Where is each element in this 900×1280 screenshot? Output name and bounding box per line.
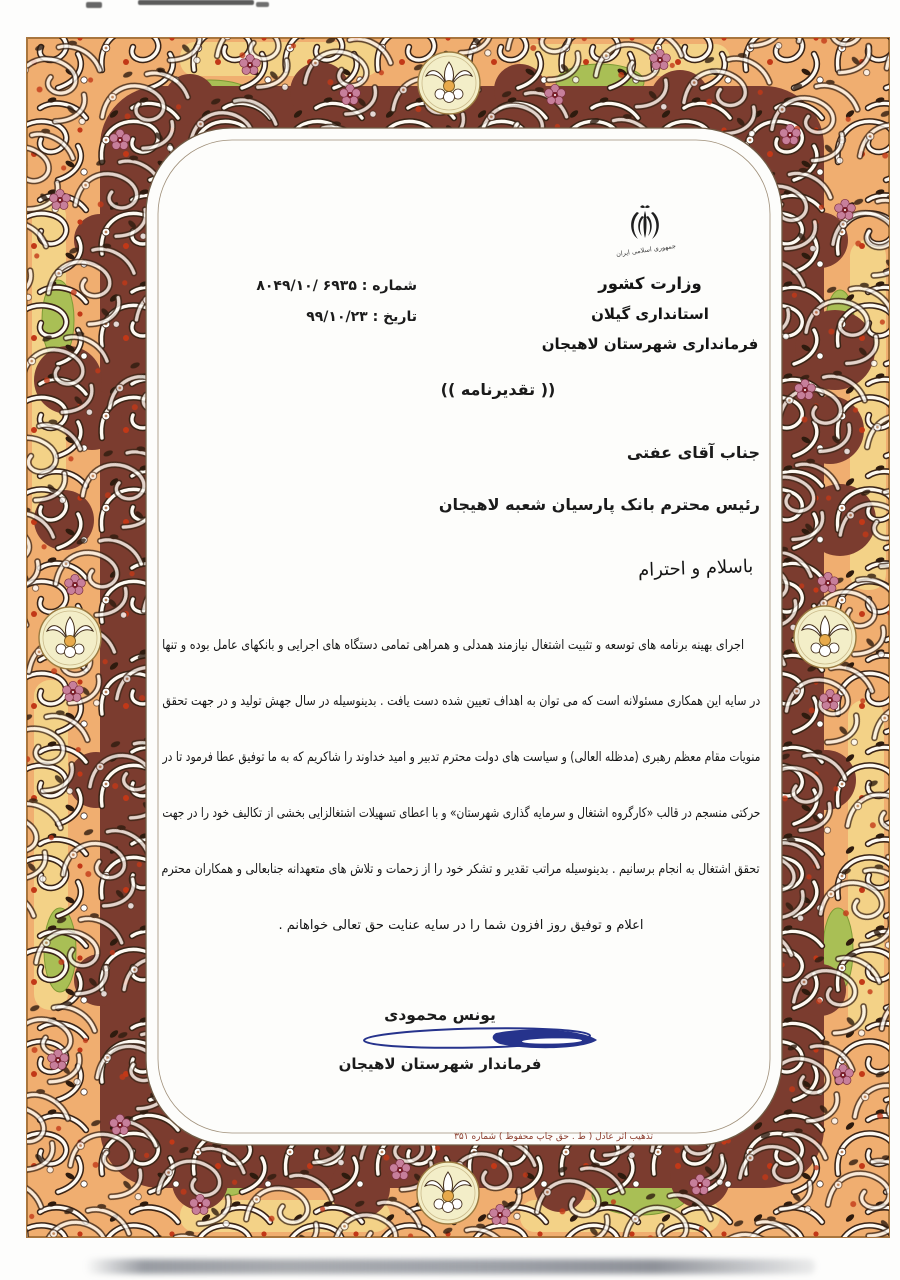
- recipient-name: جناب آقای عفتی: [626, 443, 760, 462]
- lotus-medallion-top-icon: [418, 52, 480, 114]
- letterhead-governorate: استانداری گیلان: [591, 305, 709, 323]
- letterhead-county: فرمانداری شهرستان لاهیجان: [541, 335, 759, 353]
- body-line: اجرای بهینه برنامه های توسعه و تثبیت اشتغال نیازمند همدلی و همراهی تمامی دستگاه های اجرایی و بانکهای عامل بوده و تنها: [162, 638, 744, 653]
- body-line: در سایه این همکاری مسئولانه است که می توان به اهداف تعیین شده دست یافت . بدینوسیله در سال جهش تولید و در جهت تحقق: [162, 694, 760, 709]
- emblem-caption: جمهوری اسلامی ایران: [615, 241, 677, 259]
- recipient-position: رئیس محترم بانک پارسیان شعبه لاهیجان: [438, 495, 760, 514]
- letterhead-ministry: وزارت کشور: [598, 274, 702, 293]
- date-label: تاریخ :: [372, 309, 417, 325]
- scan-bleed-strip: [85, 1259, 815, 1274]
- signature-title: فرماندار شهرستان لاهیجان: [338, 1055, 542, 1073]
- signature-name: یونس محمودی: [384, 1006, 496, 1024]
- salutation: باسلام و احترام: [637, 556, 754, 582]
- body-line: اعلام و توفیق روز افزون شما را در سایه عنایت حق تعالی خواهانم .: [278, 918, 644, 933]
- number-label: شماره :: [361, 278, 417, 294]
- date-value: ۹۹/۱۰/۲۳: [306, 309, 368, 325]
- scan-artifact: [256, 2, 269, 7]
- body-line: حرکتی منسجم در قالب «کارگروه اشتغال و سرمایه گذاری شهرستان» و با اعطای تسهیلات اشتغالزایی بخشی از تکالیف خود را در جهت: [162, 806, 760, 821]
- lotus-medallion-right-icon: [794, 606, 856, 668]
- lotus-medallion-bottom-icon: [417, 1162, 479, 1224]
- scan-artifact: [86, 2, 102, 8]
- scan-artifact: [138, 0, 254, 5]
- illuminator-credit-note: تذهیب اثر عادل ( ط . حق چاپ محفوظ ) شماره ۳۵۱: [454, 1132, 653, 1142]
- letter-title: (( تقدیرنامه )): [440, 380, 556, 399]
- body-line: تحقق اشتغال به انجام برسانیم . بدینوسیله مراتب تقدیر و تشکر خود را از زحمات و تلاش های متعهدانه جنابعالی و همکاران محترم: [161, 862, 760, 877]
- body-line: منویات مقام معظم رهبری (مدظله العالی) و سیاست های دولت محترم تدبیر و امید خداوند را شاکریم که به ما توفیق عطا فرمود تا در: [162, 750, 760, 765]
- letter-number-row: [256, 278, 417, 294]
- letter-date-row: [306, 309, 417, 325]
- letter-body: [162, 618, 760, 954]
- number-value: ۸۰۴۹/۱۰/ ۶۹۳۵: [256, 278, 357, 294]
